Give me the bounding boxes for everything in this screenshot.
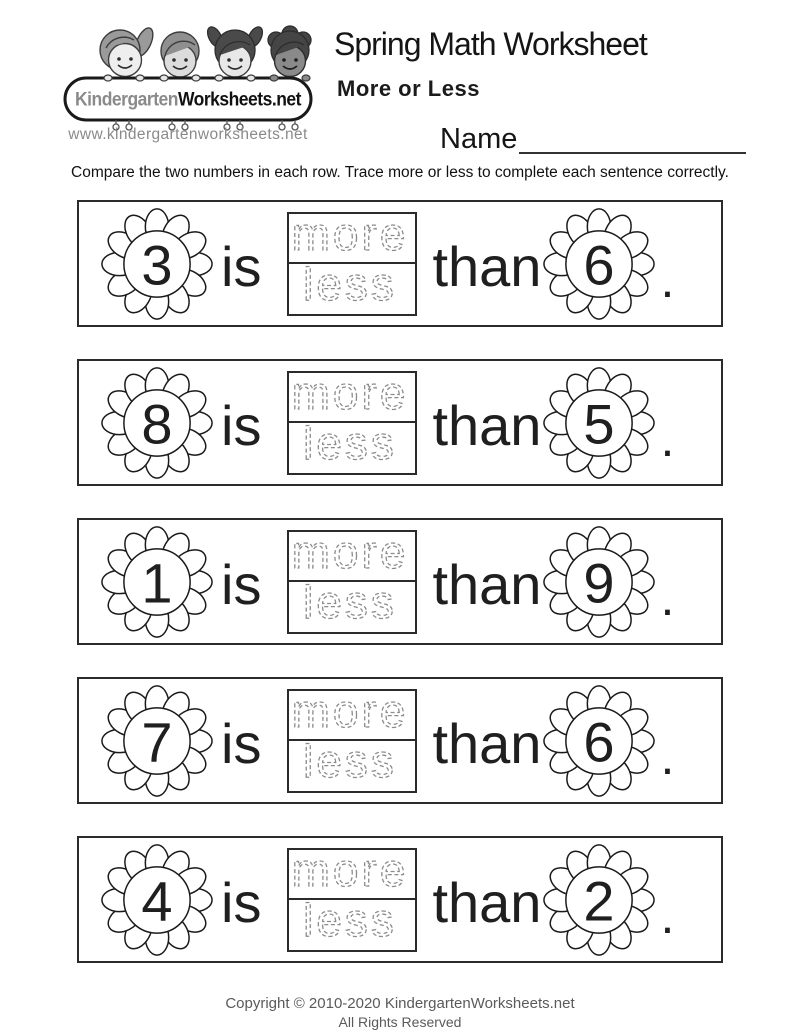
flower-icon (543, 367, 655, 479)
period-label: . (660, 887, 675, 944)
period-label: . (660, 251, 675, 308)
trace-word-more: more (292, 690, 409, 737)
trace-less-cell[interactable] (289, 741, 415, 791)
trace-word-more: more (292, 849, 409, 896)
kid-girl-ponytail (100, 25, 156, 76)
left-flower (101, 208, 213, 320)
trace-more-less-box (287, 848, 417, 952)
worksheet-row (77, 677, 723, 804)
right-flower-number: 9 (583, 551, 616, 615)
kid-girl-pigtails (205, 24, 266, 77)
trace-more-less-box (287, 530, 417, 634)
is-label: is (221, 393, 262, 457)
period-label: . (660, 569, 675, 626)
flower-icon (101, 208, 213, 320)
trace-word-less: less (303, 740, 398, 787)
trace-more-cell[interactable] (289, 850, 415, 900)
worksheet-title: Spring Math Worksheet (334, 26, 647, 62)
is-label: is (221, 870, 262, 934)
flower-icon (101, 685, 213, 797)
than-label: than (432, 552, 542, 616)
right-flower (543, 685, 655, 797)
trace-more-cell[interactable] (289, 532, 415, 582)
flower-icon (101, 526, 213, 638)
flower-icon (543, 208, 655, 320)
kid-boy-gray (161, 32, 199, 77)
worksheet-row (77, 200, 723, 327)
flower-icon (543, 526, 655, 638)
trace-word-more: more (292, 213, 409, 260)
trace-word-more: more (292, 372, 409, 419)
left-flower-number: 3 (141, 233, 173, 297)
trace-word-less: less (303, 263, 398, 310)
right-flower-number: 6 (583, 710, 616, 774)
left-flower (101, 844, 213, 956)
than-label: than (432, 393, 542, 457)
is-label: is (221, 711, 262, 775)
left-flower-number: 8 (141, 392, 173, 456)
worksheet-header (0, 0, 800, 200)
left-flower-number: 4 (141, 869, 173, 933)
trace-more-cell[interactable] (289, 214, 415, 264)
worksheet-row (77, 359, 723, 486)
trace-more-cell[interactable] (289, 691, 415, 741)
right-flower (543, 208, 655, 320)
name-line[interactable] (519, 120, 746, 154)
website-url: www.kindergartenworksheets.net (68, 126, 308, 143)
right-flower-number: 2 (583, 869, 616, 933)
site-logo (62, 12, 314, 162)
right-flower (543, 526, 655, 638)
than-label: than (432, 870, 542, 934)
trace-word-less: less (303, 422, 398, 469)
copyright-text: Copyright © 2010-2020 KindergartenWorksheets.net (225, 995, 575, 1012)
trace-less-cell[interactable] (289, 264, 415, 314)
trace-more-less-box (287, 212, 417, 316)
trace-word-less: less (303, 581, 398, 628)
trace-more-less-box (287, 371, 417, 475)
is-label: is (221, 552, 262, 616)
brand-text (65, 76, 311, 122)
left-flower-number: 1 (141, 551, 173, 615)
period-label: . (660, 728, 675, 785)
left-flower-number: 7 (141, 710, 173, 774)
flower-icon (101, 367, 213, 479)
worksheet-row (77, 836, 723, 963)
is-label: is (221, 234, 262, 298)
trace-less-cell[interactable] (289, 423, 415, 473)
rights-text: All Rights Reserved (338, 1014, 462, 1030)
trace-word-less: less (303, 899, 398, 946)
than-label: than (432, 711, 542, 775)
trace-more-less-box (287, 689, 417, 793)
trace-word-more: more (292, 531, 409, 578)
right-flower (543, 367, 655, 479)
name-row (440, 116, 746, 154)
trace-less-cell[interactable] (289, 900, 415, 950)
trace-less-cell[interactable] (289, 582, 415, 632)
brand-text-kindergarten: Kindergarten (75, 87, 178, 110)
worksheet-row (77, 518, 723, 645)
right-flower-number: 5 (583, 392, 616, 456)
left-flower (101, 367, 213, 479)
rows-container (77, 200, 723, 963)
flower-icon (543, 844, 655, 956)
brand-text-worksheets: Worksheets.net (177, 87, 301, 110)
period-label: . (660, 410, 675, 467)
than-label: than (432, 234, 542, 298)
trace-more-cell[interactable] (289, 373, 415, 423)
instructions-text: Compare the two numbers in each row. Trace more or less to complete each sentence correctly. (71, 164, 729, 181)
worksheet-subtitle: More or Less (337, 76, 480, 101)
flower-icon (101, 844, 213, 956)
flower-icon (543, 685, 655, 797)
right-flower (543, 844, 655, 956)
left-flower (101, 526, 213, 638)
right-flower-number: 6 (583, 233, 616, 297)
kid-boy-curly (268, 26, 311, 77)
left-flower (101, 685, 213, 797)
worksheet-footer (0, 995, 800, 1030)
name-label: Name (440, 123, 518, 155)
